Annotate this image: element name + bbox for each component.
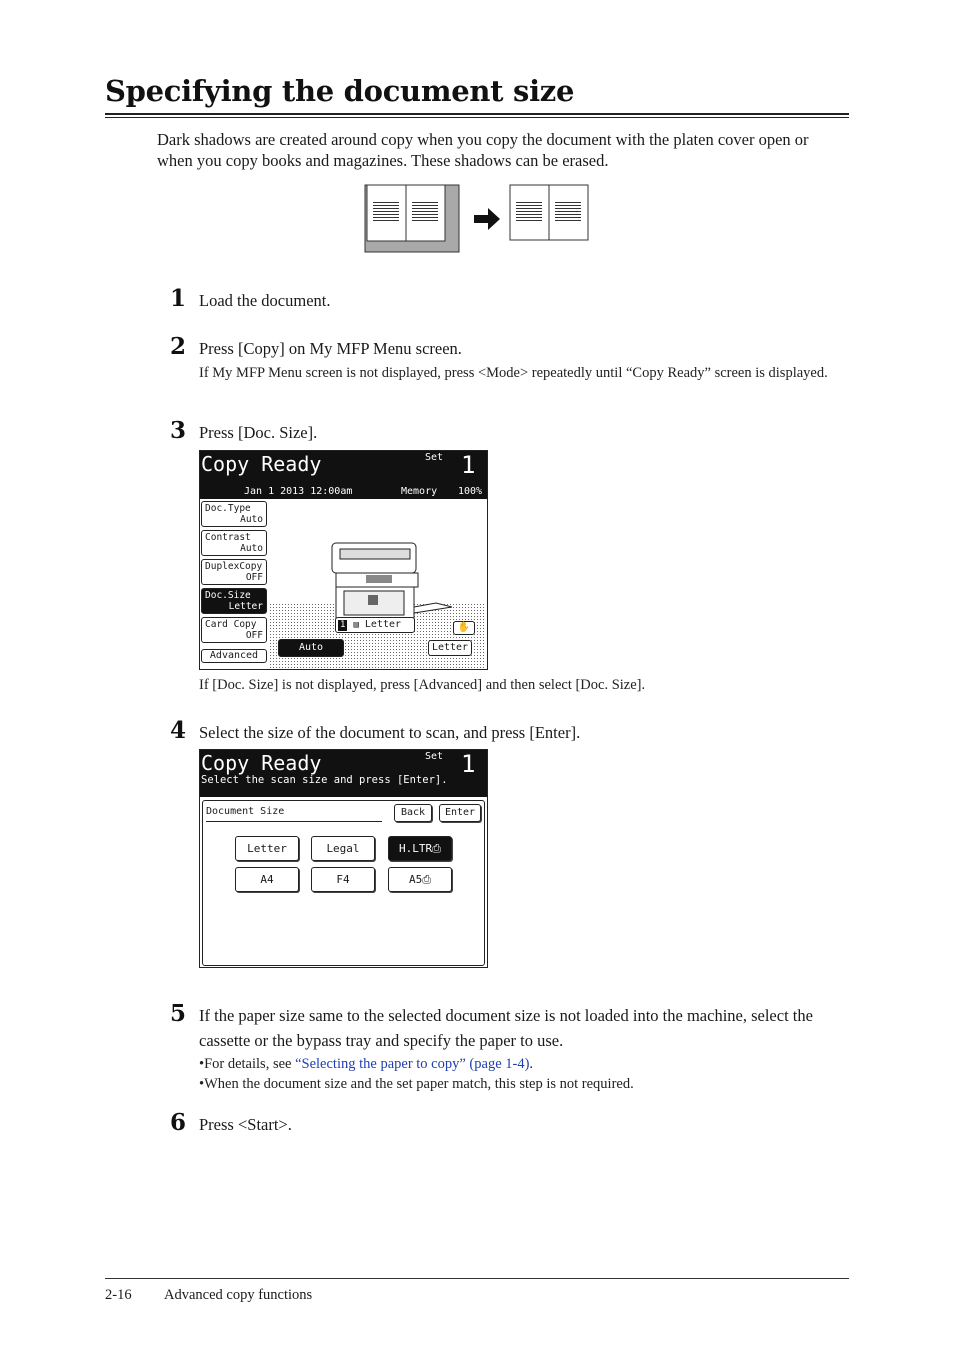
step-text: Press <Start>. xyxy=(199,1115,292,1134)
portrait-icon: ⎙ xyxy=(422,873,432,886)
contrast-button[interactable] xyxy=(201,530,267,556)
step-number: 6 xyxy=(170,1109,187,1136)
size-label: A5 xyxy=(408,873,423,886)
page-title: Specifying the document size xyxy=(105,74,575,108)
button-label: Doc.Type xyxy=(205,503,251,514)
step-number: 3 xyxy=(170,417,187,444)
tray-1-indicator[interactable] xyxy=(335,617,415,633)
step-note: If [Doc. Size] is not displayed, press [Advanced] and then select [Doc. Size]. xyxy=(199,677,646,693)
title-rule xyxy=(105,113,849,115)
step-text: Select the size of the document to scan, and press [Enter]. xyxy=(199,723,581,742)
enter-button[interactable]: Enter xyxy=(439,804,481,822)
portrait-icon: ⎙ xyxy=(432,842,441,855)
button-value: Auto xyxy=(240,514,263,525)
step-number: 5 xyxy=(170,1000,187,1027)
bypass-paper-button[interactable]: Letter xyxy=(428,640,472,656)
screen-header xyxy=(200,451,487,499)
auto-button[interactable]: Auto xyxy=(278,639,344,657)
intro-paragraph: Dark shadows are created around copy when you copy the document with the platen cover open or when you copy books and magazines. These shadows can be erased. xyxy=(157,130,809,170)
footer-rule xyxy=(105,1278,849,1279)
doc-type-button[interactable] xyxy=(201,501,267,527)
duplex-copy-button[interactable] xyxy=(201,559,267,585)
copy-ready-screen xyxy=(199,450,488,670)
doc-size-button[interactable] xyxy=(201,588,267,614)
size-f4-button[interactable]: F4 xyxy=(311,867,375,892)
set-label: Set xyxy=(425,452,444,463)
screen-header xyxy=(200,750,487,797)
button-value: OFF xyxy=(245,572,263,583)
size-a5-button[interactable] xyxy=(388,867,452,892)
panel-label: Document Size xyxy=(206,806,285,817)
set-count: 1 xyxy=(461,750,476,778)
page-number: 2-16 xyxy=(105,1287,132,1303)
bullet-dot: • xyxy=(199,1076,205,1092)
page-reference-link[interactable]: “Selecting the paper to copy” (page 1-4) xyxy=(295,1056,530,1072)
step-number: 1 xyxy=(170,285,187,312)
step-number: 2 xyxy=(170,333,187,360)
document-size-screen xyxy=(199,749,488,968)
bullet-text: . xyxy=(529,1056,534,1072)
size-label: H.LTR xyxy=(399,842,433,855)
date-time: Jan 1 2013 12:00am xyxy=(244,486,353,497)
shadow-erase-illustration xyxy=(364,184,592,254)
step-text: Press [Doc. Size]. xyxy=(199,423,318,442)
step-text: Load the document. xyxy=(199,291,331,310)
memory-value: 100% xyxy=(458,486,483,497)
step-number: 4 xyxy=(170,717,187,744)
document-size-panel xyxy=(202,800,485,966)
size-legal-button[interactable]: Legal xyxy=(311,836,375,861)
tray-paper-size: Letter xyxy=(364,619,402,630)
button-value: OFF xyxy=(245,630,263,641)
screen-instruction: Select the scan size and press [Enter]. xyxy=(201,774,448,786)
button-label: Doc.Size xyxy=(205,590,251,601)
bypass-icon: ✋ xyxy=(453,621,475,635)
screen-title: Copy Ready xyxy=(201,452,322,476)
set-count: 1 xyxy=(461,451,476,479)
screen-title: Copy Ready xyxy=(201,751,322,775)
size-half-letter-button[interactable] xyxy=(388,836,452,861)
button-value: Letter xyxy=(228,601,263,612)
bullet-dot: • xyxy=(199,1056,205,1072)
panel-label-underline xyxy=(206,821,382,822)
button-label: Card Copy xyxy=(205,619,257,630)
bullet-text: When the document size and the set paper match, this step is not required. xyxy=(204,1076,634,1092)
bullet-text: For details, see xyxy=(204,1056,296,1072)
paper-icon: ▤ xyxy=(353,620,359,630)
set-label: Set xyxy=(425,751,444,762)
section-name: Advanced copy functions xyxy=(164,1287,313,1303)
button-value: Auto xyxy=(240,543,263,554)
back-button[interactable]: Back xyxy=(394,804,432,822)
step-bullet xyxy=(199,1074,634,1094)
arrow-right-icon xyxy=(474,208,500,230)
step-note: If My MFP Menu screen is not displayed, press <Mode> repeatedly until “Copy Ready” screen is displayed. xyxy=(199,365,828,381)
button-label: Contrast xyxy=(205,532,251,543)
size-letter-button[interactable]: Letter xyxy=(235,836,299,861)
memory-label: Memory xyxy=(401,486,438,497)
title-rule-thin xyxy=(105,117,849,118)
advanced-button[interactable]: Advanced xyxy=(201,649,267,663)
size-a4-button[interactable]: A4 xyxy=(235,867,299,892)
card-copy-button[interactable] xyxy=(201,617,267,643)
step-bullet xyxy=(199,1054,533,1074)
tray-number: 1 xyxy=(340,620,346,630)
step-text: If the paper size same to the selected document size is not loaded into the machine, select the cassette or the bypass tray and specify the paper to use. xyxy=(199,1006,813,1050)
button-label: DuplexCopy xyxy=(205,561,263,572)
step-text: Press [Copy] on My MFP Menu screen. xyxy=(199,339,462,358)
